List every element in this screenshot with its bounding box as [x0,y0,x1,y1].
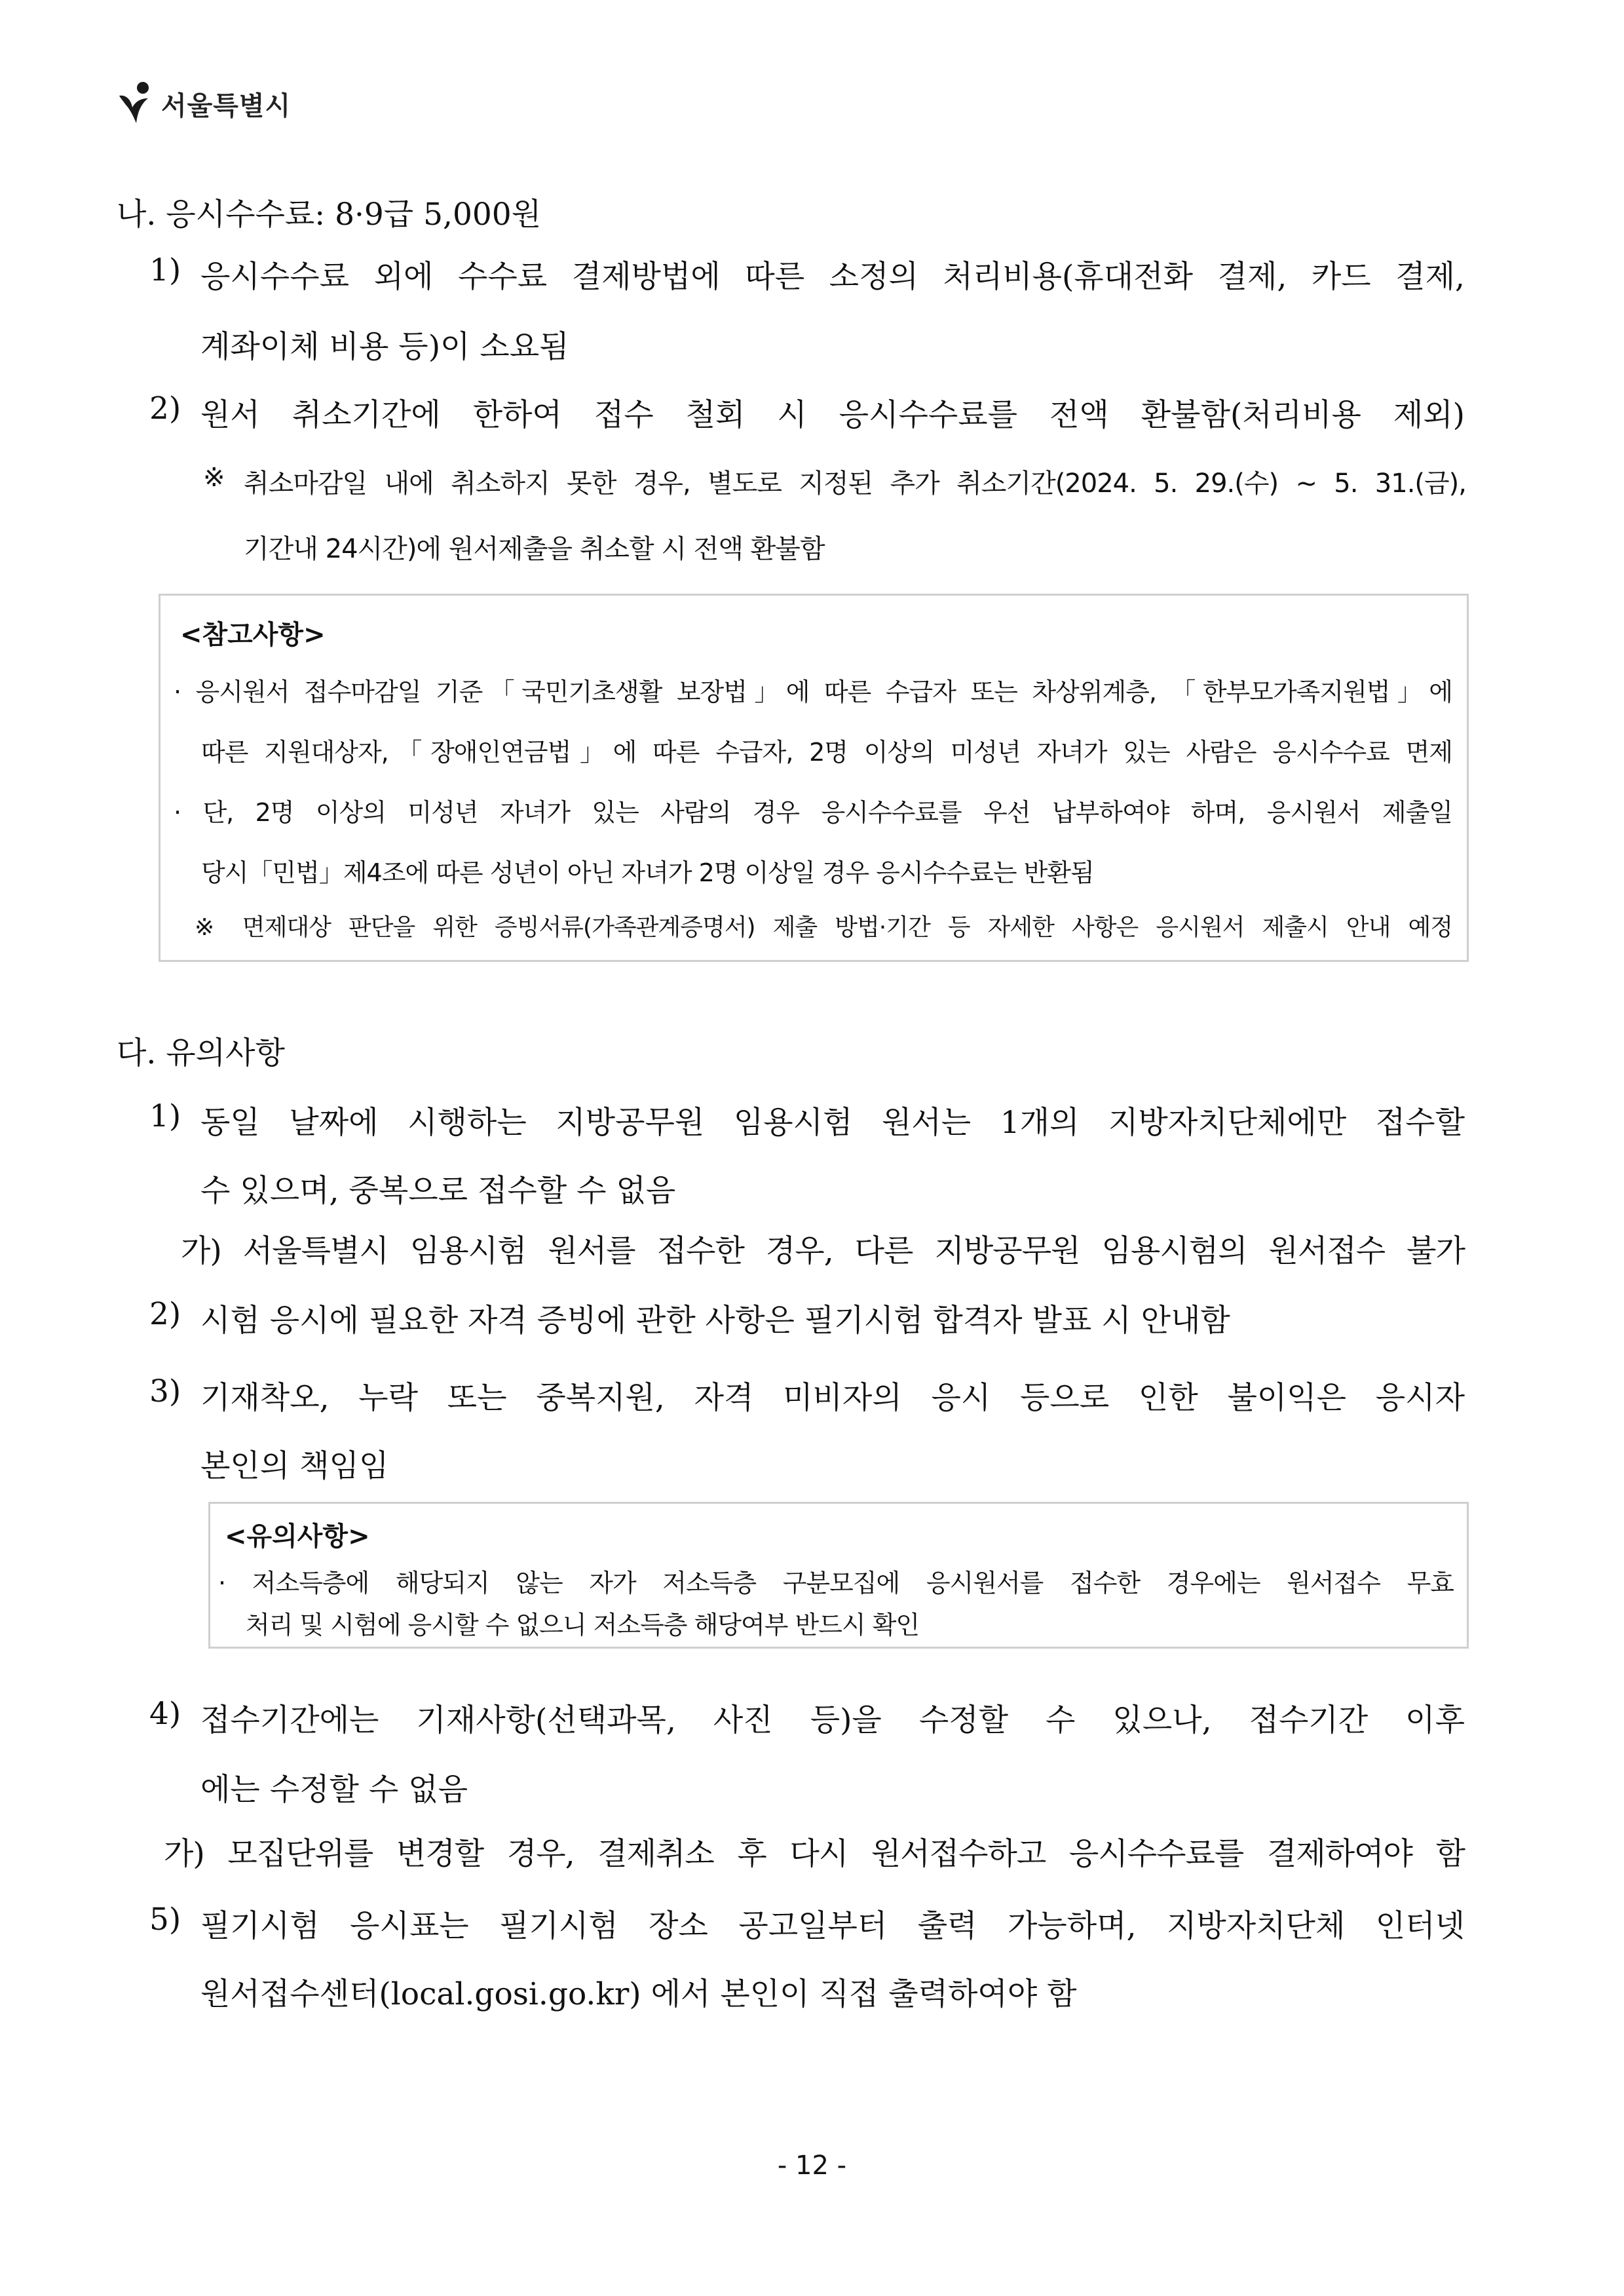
item-text: 계좌이체 비용 등)이 소요됨 [200,329,569,365]
section-heading-cautions: 다. 유의사항 [117,1035,285,1071]
item-number: 1) [149,252,181,288]
section-heading-fee: 나. 응시수수료: 8·9급 5,000원 [117,197,542,233]
item-text: 원서 취소기간에 한하여 접수 철회 시 응시수수료를 전액 환불함(처리비용 제외) [200,397,1465,433]
item-text: 수 있으며, 중복으로 접수할 수 없음 [200,1173,676,1209]
note-text: 기간내 24시간)에 원서제출을 취소할 시 전액 환불함 [244,534,825,564]
logo-text: 서울특별시 [161,90,292,121]
page-number: - 12 - [777,2151,847,2181]
reference-bullet: 당시「민법」제4조에 따른 성년이 아닌 자녀가 2명 이상일 경우 응시수수료는 반환됨 [201,858,1094,887]
note-mark: ※ [203,463,225,493]
item-number: 2) [149,1296,181,1332]
reference-bullet: · 단, 2명 이상의 미성년 자녀가 있는 사람의 경우 응시수수료를 우선 납부하여야 하며, 응시원서 제출일 [174,798,1452,827]
caution-bullet: · 저소득층에 해당되지 않는 자가 저소득층 구분모집에 응시원서를 접수한 경우에는 원서접수 무효 [218,1569,1454,1598]
reference-bullet: 따른 지원대상자,「장애인연금법」에 따른 수급자, 2명 이상의 미성년 자녀가 있는 사람은 응시수수료 면제 [201,738,1452,767]
item-number: 2) [149,391,181,427]
item-number: 4) [149,1696,181,1732]
item-number: 3) [149,1373,181,1409]
item-text: 응시수수료 외에 수수료 결제방법에 따른 소정의 처리비용(휴대전화 결제, 카드 결제, [200,259,1465,295]
sub-item-text: 가) 모집단위를 변경할 경우, 결제취소 후 다시 원서접수하고 응시수수료를 결제하여야 함 [164,1836,1465,1872]
caution-bullet: 처리 및 시험에 응시할 수 없으니 저소득층 해당여부 반드시 확인 [246,1611,920,1639]
reference-box [159,594,1469,962]
caution-box [208,1502,1469,1649]
reference-note: ※ 면제대상 판단을 위한 증빙서류(가족관계증명서) 제출 방법·기간 등 자세한 사항은 응시원서 제출시 안내 예정 [195,914,1452,941]
item-text: 접수기간에는 기재사항(선택과목, 사진 등)을 수정할 수 있으나, 접수기간 이후 [200,1702,1465,1738]
note-text: 취소마감일 내에 취소하지 못한 경우, 별도로 지정된 추가 취소기간(2024. 5. 29.(수) ~ 5. 31.(금), [244,469,1466,499]
item-text: 에는 수정할 수 없음 [200,1772,468,1808]
item-text: 원서접수센터(local.gosi.go.kr) 에서 본인이 직접 출력하여야 함 [200,1976,1077,2012]
seoul-emblem-icon [117,80,157,127]
seoul-logo [117,77,291,130]
caution-box-title: <유의사항> [225,1521,370,1552]
item-text: 본인의 책임임 [200,1448,389,1484]
item-number: 1) [149,1098,181,1134]
item-text: 동일 날짜에 시행하는 지방공무원 임용시험 원서는 1개의 지방자치단체에만 접수할 [200,1105,1465,1141]
item-number: 5) [149,1902,181,1938]
reference-bullet: · 응시원서 접수마감일 기준「국민기초생활 보장법」에 따른 수급자 또는 차상위계층, 「한부모가족지원법」에 [174,678,1452,706]
item-text: 시험 응시에 필요한 자격 증빙에 관한 사항은 필기시험 합격자 발표 시 안내함 [200,1303,1230,1339]
sub-item-text: 가) 서울특별시 임용시험 원서를 접수한 경우, 다른 지방공무원 임용시험의 원서접수 불가 [181,1233,1465,1269]
item-text: 필기시험 응시표는 필기시험 장소 공고일부터 출력 가능하며, 지방자치단체 인터넷 [200,1908,1465,1944]
reference-box-title: <참고사항> [180,620,326,650]
item-text: 기재착오, 누락 또는 중복지원, 자격 미비자의 응시 등으로 인한 불이익은 응시자 [200,1380,1465,1416]
